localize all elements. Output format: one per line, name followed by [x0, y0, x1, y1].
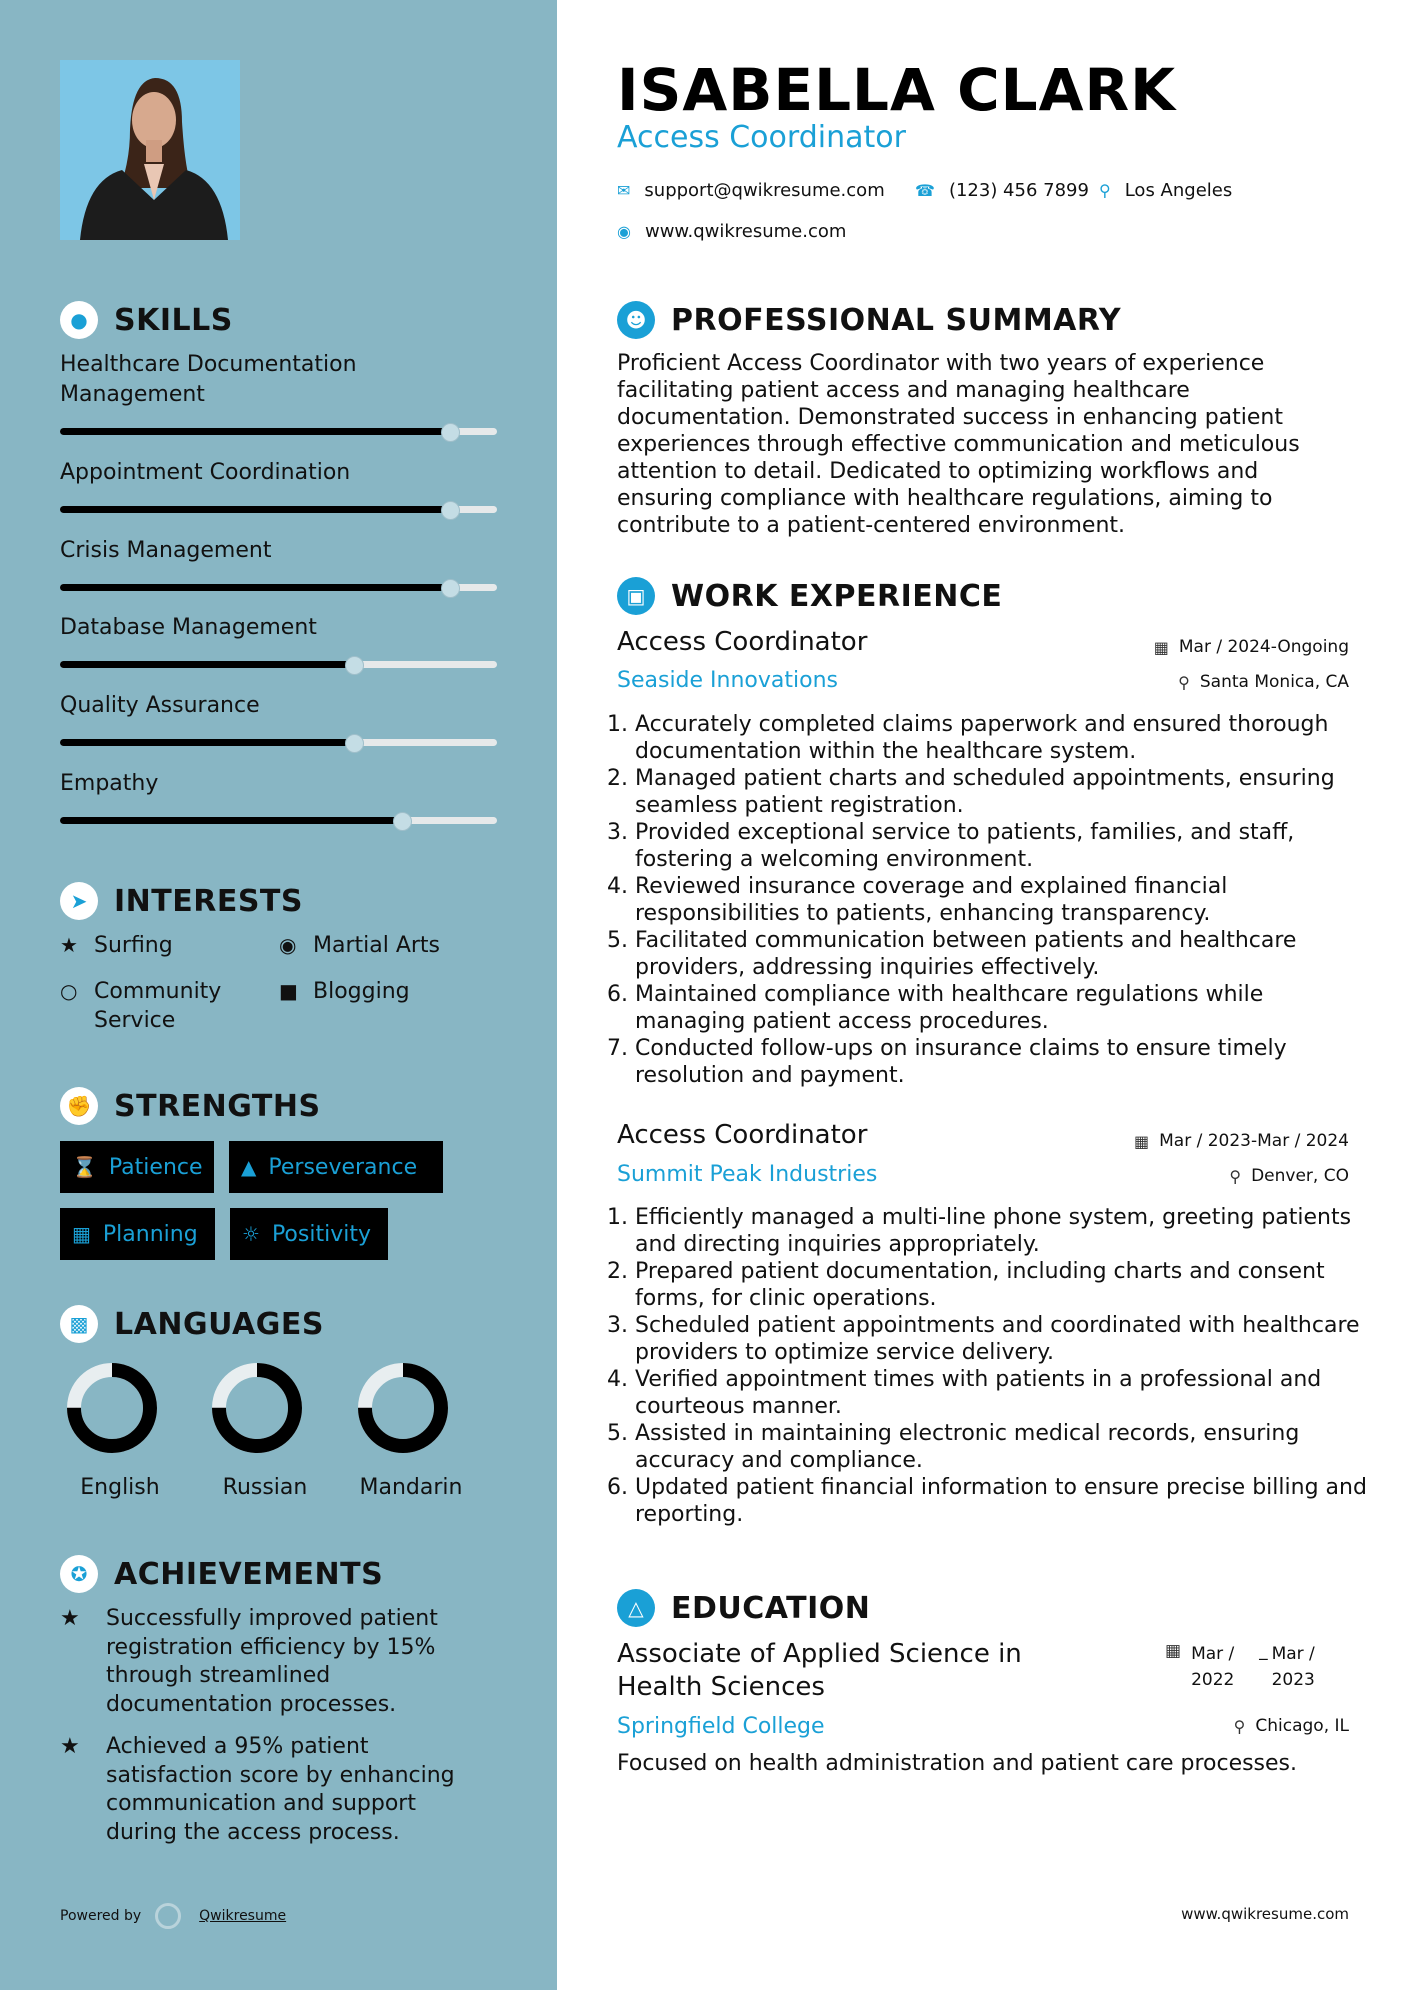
skill-bar-knob: [441, 501, 460, 520]
list-item: 6. Updated patient financial information to ensure precise billing and reporting.: [635, 1474, 1375, 1528]
job-duties-list: [617, 711, 1375, 1089]
list-item: 4. Reviewed insurance coverage and explained financial responsibilities to patients, enhancing transparency.: [635, 873, 1375, 927]
list-item: 3. Scheduled patient appointments and coordinated with healthcare providers to optimize service delivery.: [635, 1312, 1375, 1366]
job-title: Access Coordinator: [617, 1120, 868, 1150]
globe-icon: ◉: [279, 933, 297, 957]
language-label: English: [80, 1475, 160, 1500]
skill-name: Healthcare Documentation Management: [60, 352, 357, 407]
calendar-icon: ▦: [1153, 637, 1169, 657]
lightbulb-icon: ●: [60, 301, 98, 339]
language-ring: [357, 1362, 449, 1454]
list-item: 1. Efficiently managed a multi-line phone system, greeting patients and directing inquiries appropriately.: [635, 1204, 1375, 1258]
qwikresume-logo-icon: [155, 1903, 181, 1929]
skill-name: Quality Assurance: [60, 693, 260, 718]
users-icon: ■: [279, 979, 298, 1003]
experience-heading: ▣ WORK EXPERIENCE: [617, 577, 1002, 615]
candidate-name: ISABELLA CLARK: [617, 56, 1177, 124]
list-item: 2. Prepared patient documentation, including charts and consent forms, for clinic operations.: [635, 1258, 1375, 1312]
language-label: Mandarin: [359, 1475, 463, 1500]
fist-icon: ✊: [60, 1087, 98, 1125]
skill-bar-knob: [345, 734, 364, 753]
summary-heading: ☻ PROFESSIONAL SUMMARY: [617, 301, 1121, 339]
achievement-item: ★ Achieved a 95% patient satisfaction score by enhancing communication and support during the access process.: [60, 1733, 490, 1847]
list-item: 2. Managed patient charts and scheduled appointments, ensuring seamless patient registration.: [635, 765, 1375, 819]
hand-icon: ○: [60, 979, 78, 1003]
powered-by: Powered by Qwikresume: [60, 1903, 286, 1929]
languages-heading: ▩ LANGUAGES: [60, 1305, 324, 1343]
skill-bar-knob: [441, 579, 460, 598]
strength-badge: ☼ Positivity: [230, 1208, 388, 1260]
user-icon: ☻: [617, 301, 655, 339]
company-name: Seaside Innovations: [617, 668, 838, 693]
graduation-cap-icon: △: [617, 1589, 655, 1627]
map-pin-icon: ⚲: [1099, 181, 1111, 200]
contact-email[interactable]: ✉ support@qwikresume.com: [617, 180, 885, 201]
paper-plane-icon: ➤: [60, 882, 98, 920]
list-item: 3. Provided exceptional service to patients, families, and staff, fostering a welcoming environment.: [635, 819, 1375, 873]
calendar-icon: ▦: [1165, 1641, 1182, 1661]
skill-name: Crisis Management: [60, 538, 272, 563]
skill-bar: [60, 506, 497, 513]
calendar-icon: ▦: [72, 1222, 91, 1246]
degree-title: Associate of Applied Science in Health Sciences: [617, 1639, 1022, 1702]
list-item: 4. Verified appointment times with patients in a professional and courteous manner.: [635, 1366, 1375, 1420]
skill-bar-fill: [60, 739, 353, 746]
list-item: 5. Facilitated communication between patients and healthcare providers, addressing inquiries effectively.: [635, 927, 1375, 981]
list-item: 7. Conducted follow-ups on insurance claims to ensure timely resolution and payment.: [635, 1035, 1375, 1089]
job-location: ⚲ Denver, CO: [1229, 1166, 1349, 1186]
strength-badge: ▲ Perseverance: [229, 1141, 443, 1193]
pushpin-icon: ⚲: [1233, 1716, 1246, 1736]
job-title: Access Coordinator: [617, 627, 868, 657]
skills-heading: ● SKILLS: [60, 301, 233, 339]
skill-bar: [60, 817, 497, 824]
footer-url[interactable]: www.qwikresume.com: [1181, 1905, 1349, 1923]
road-icon: ▲: [241, 1155, 257, 1179]
skill-bar: [60, 428, 497, 435]
contact-phone: ☎ (123) 456 7899: [915, 180, 1089, 201]
job-duties-list: [617, 1204, 1375, 1528]
job-dates: ▦ Mar / 2023-Mar / 2024: [1133, 1131, 1349, 1151]
contact-website[interactable]: ◉ www.qwikresume.com: [617, 221, 847, 242]
skill-bar-knob: [393, 812, 412, 831]
candidate-title: Access Coordinator: [617, 120, 906, 155]
qwikresume-link[interactable]: Qwikresume: [199, 1908, 287, 1924]
briefcase-icon: ▣: [617, 577, 655, 615]
job-dates: ▦ Mar / 2024-Ongoing: [1153, 637, 1349, 657]
strength-badge: ⌛ Patience: [60, 1141, 214, 1193]
skill-name: Empathy: [60, 771, 159, 796]
strength-badge: ▦ Planning: [60, 1208, 215, 1260]
skill-bar-fill: [60, 661, 353, 668]
education-description: Focused on health administration and patient care processes.: [617, 1751, 1298, 1776]
sun-icon: ☼: [242, 1222, 260, 1246]
profile-photo: [60, 60, 240, 240]
job-location: ⚲ Santa Monica, CA: [1178, 672, 1349, 692]
skill-bar: [60, 661, 497, 668]
skill-bar-fill: [60, 817, 401, 824]
list-item: 6. Maintained compliance with healthcare regulations while managing patient access procedures.: [635, 981, 1375, 1035]
sidebar: [0, 0, 557, 1990]
language-icon: ▩: [60, 1305, 98, 1343]
skill-bar: [60, 739, 497, 746]
skill-bar-fill: [60, 584, 449, 591]
trophy-star-icon: ★: [60, 1606, 80, 1631]
interest-item: ★ Surfing: [60, 933, 173, 958]
school-name: Springfield College: [617, 1714, 825, 1739]
achievement-item: ★ Successfully improved patient registration efficiency by 15% through streamlined documentation processes.: [60, 1605, 490, 1719]
skill-bar: [60, 584, 497, 591]
interests-heading: ➤ INTERESTS: [60, 882, 303, 920]
education-dates: ▦ Mar / 2022 _ Mar / 2023: [1165, 1641, 1326, 1693]
globe-icon: ◉: [617, 222, 631, 241]
calendar-icon: ▦: [1133, 1131, 1150, 1151]
phone-icon: ☎: [915, 181, 935, 200]
envelope-icon: ✉: [617, 181, 631, 200]
hourglass-icon: ⌛: [72, 1155, 97, 1179]
pushpin-icon: ⚲: [1229, 1166, 1242, 1186]
company-name: Summit Peak Industries: [617, 1162, 878, 1187]
pushpin-icon: ⚲: [1178, 672, 1190, 692]
list-item: 1. Accurately completed claims paperwork and ensured thorough documentation within the healthcare system.: [635, 711, 1375, 765]
skill-bar-fill: [60, 506, 449, 513]
language-label: Russian: [222, 1475, 308, 1500]
summary-text: Proficient Access Coordinator with two years of experience facilitating patient access and managing healthcare documentation. Demonstrated success in enhancing patient experiences through effective communication and meticulous attention to detail. Dedicated to optimizing workflows and ensuring compliance with healthcare regulations, aiming to contribute to a patient-centered environment.: [617, 351, 1300, 538]
achievements-heading: ✪ ACHIEVEMENTS: [60, 1555, 383, 1593]
skill-bar-knob: [345, 656, 364, 675]
language-ring: [66, 1362, 158, 1454]
contact-location: ⚲ Los Angeles: [1099, 180, 1233, 201]
interest-item: ■ Blogging: [279, 979, 410, 1004]
skill-name: Database Management: [60, 615, 317, 640]
education-heading: △ EDUCATION: [617, 1589, 870, 1627]
skill-bar-knob: [441, 423, 460, 442]
language-ring: [211, 1362, 303, 1454]
skill-bar-fill: [60, 428, 449, 435]
education-location: ⚲ Chicago, IL: [1233, 1716, 1349, 1736]
interest-item: ○ Community Service: [60, 979, 222, 1033]
award-star-icon: ✪: [60, 1555, 98, 1593]
trophy-star-icon: ★: [60, 1734, 80, 1759]
star-icon: ★: [60, 933, 78, 957]
skill-name: Appointment Coordination: [60, 460, 351, 485]
strengths-heading: ✊ STRENGTHS: [60, 1087, 321, 1125]
interest-item: ◉ Martial Arts: [279, 933, 441, 958]
list-item: 5. Assisted in maintaining electronic medical records, ensuring accuracy and compliance.: [635, 1420, 1375, 1474]
